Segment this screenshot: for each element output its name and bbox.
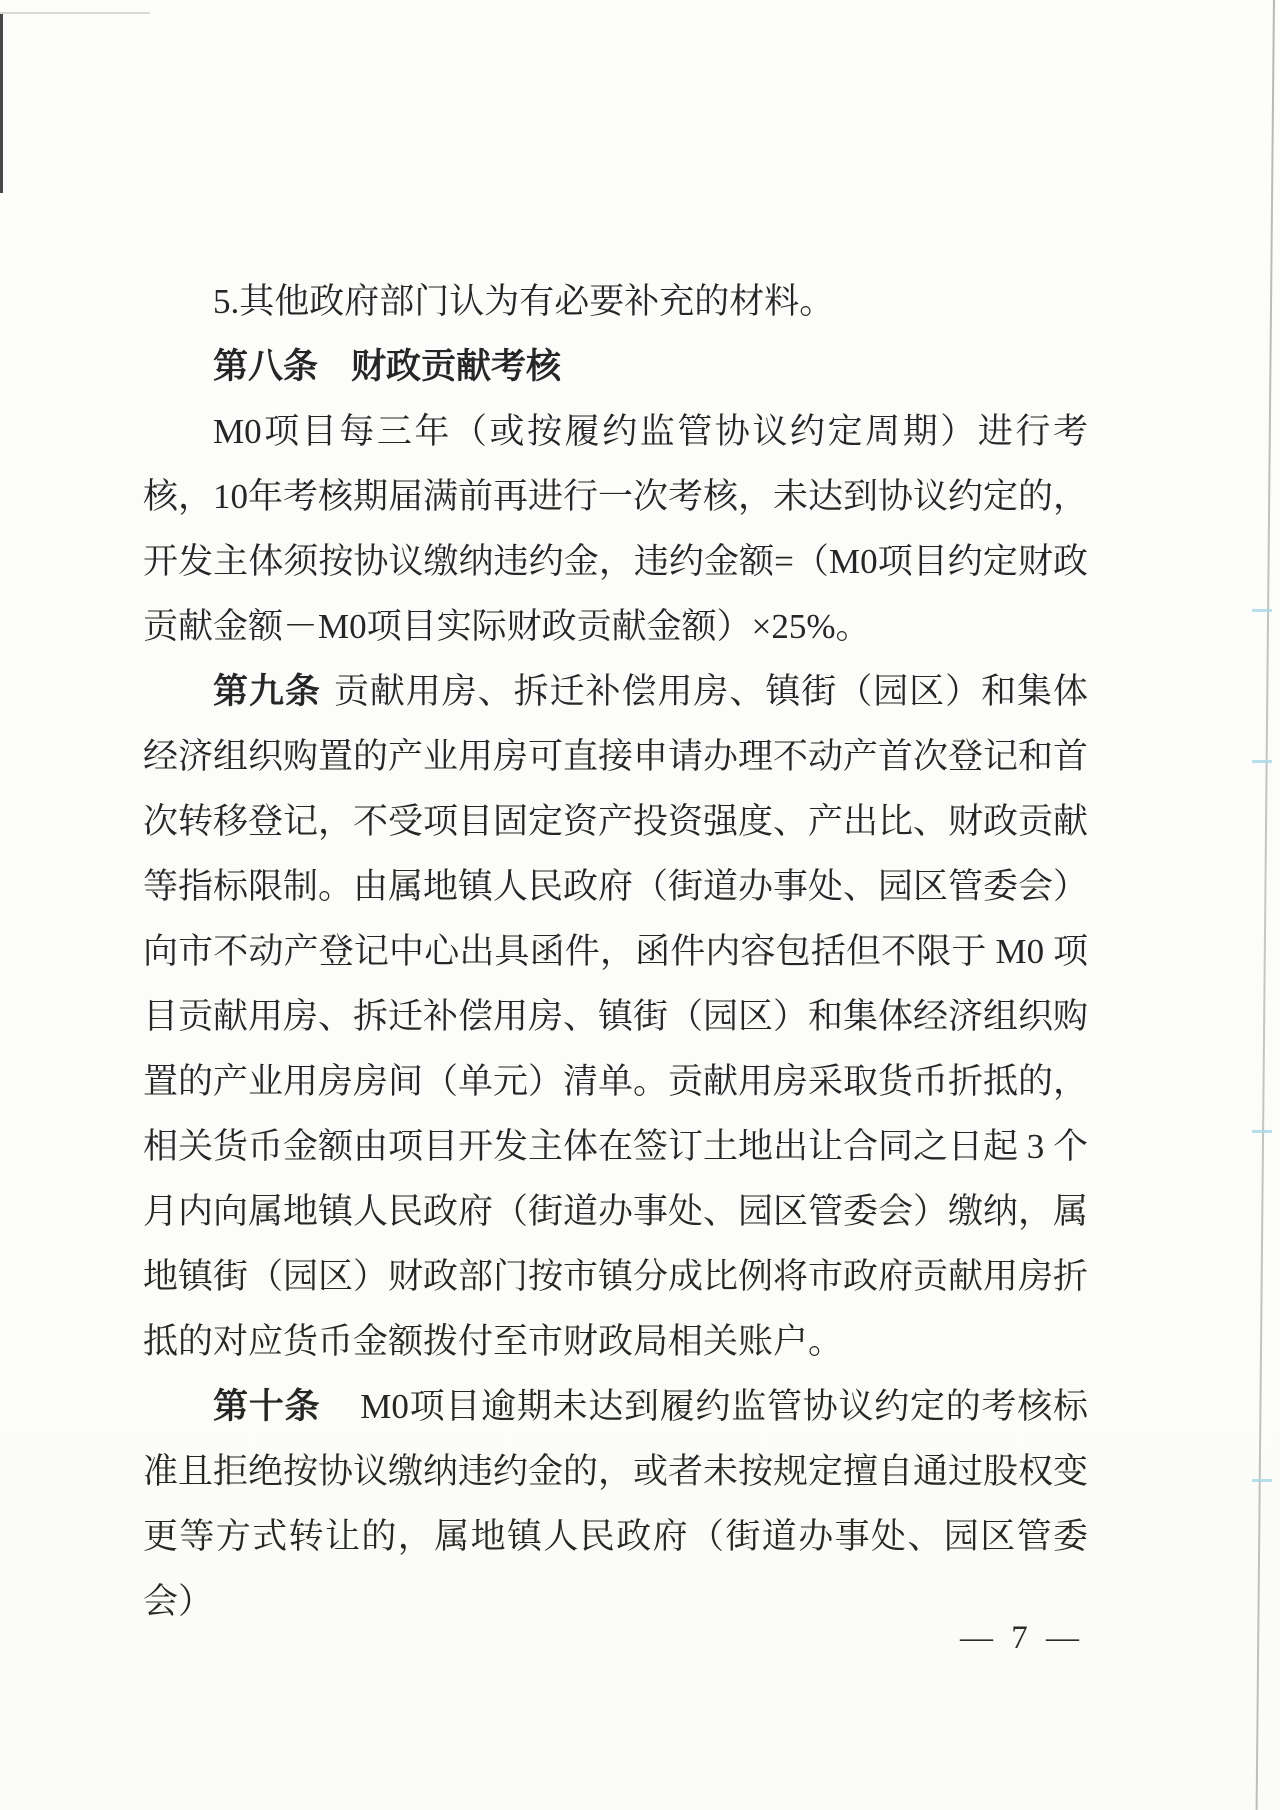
document-text-block	[143, 269, 1088, 1634]
article-10-body-text: M0项目逾期未达到履约监管协议约定的考核标准且拒绝按协议缴纳违约金的，或者未按规定擅自通过股权变更等方式转让的，属地镇人民政府（街道办事处、园区管委会）	[143, 1387, 1089, 1621]
list-item-5	[143, 269, 1088, 334]
scan-artifact-top-corner-line	[0, 12, 150, 14]
scan-artifact-right-page-edge	[1256, 0, 1275, 1810]
list-item-5-text: 5.其他政府部门认为有必要补充的材料。	[213, 282, 835, 321]
article-8-heading	[143, 334, 1088, 399]
article-8-title: 财政贡献考核	[351, 347, 562, 386]
article-8-body	[143, 399, 1088, 659]
scan-artifact-blue-tick	[1252, 609, 1272, 612]
article-8-label: 第八条	[213, 347, 319, 386]
article-9-paragraph	[143, 659, 1088, 1374]
scan-artifact-blue-tick	[1252, 760, 1272, 763]
scan-artifact-blue-tick	[1252, 1479, 1272, 1482]
scan-artifact-left-corner-line	[0, 12, 3, 193]
article-10-paragraph	[143, 1374, 1088, 1634]
page-number: — 7 —	[960, 1620, 1084, 1656]
article-9-body-text: 贡献用房、拆迁补偿用房、镇街（园区）和集体经济组织购置的产业用房可直接申请办理不动产首次登记和首次转移登记，不受项目固定资产投资强度、产出比、财政贡献等指标限制。由属地镇人民政府（街道办事处、园区管委会）向市不动产登记中心出具函件，函件内容包括但不限于 M0 项目贡献用房、拆迁补偿用房、镇街（园区）和集体经济组织购置的产业用房房间（单元）清单。贡献用房采取货币折抵的，相关货币金额由项目开发主体在签订土地出让合同之日起 3 个月内向属地镇人民政府（街道办事处、园区管委会）缴纳，属地镇街（园区）财政部门按市镇分成比例将市政府贡献用房折抵的对应货币金额拨付至市财政局相关账户。	[143, 672, 1089, 1361]
article-9-label: 第九条	[213, 672, 321, 711]
scan-artifact-blue-tick	[1252, 1130, 1272, 1133]
article-8-body-text: M0项目每三年（或按履约监管协议约定周期）进行考核，10年考核期届满前再进行一次考核，未达到协议约定的，开发主体须按协议缴纳违约金，违约金额=（M0项目约定财政贡献金额－M0项目实际财政贡献金额）×25%。	[143, 412, 1089, 646]
article-10-label: 第十条	[213, 1387, 321, 1426]
